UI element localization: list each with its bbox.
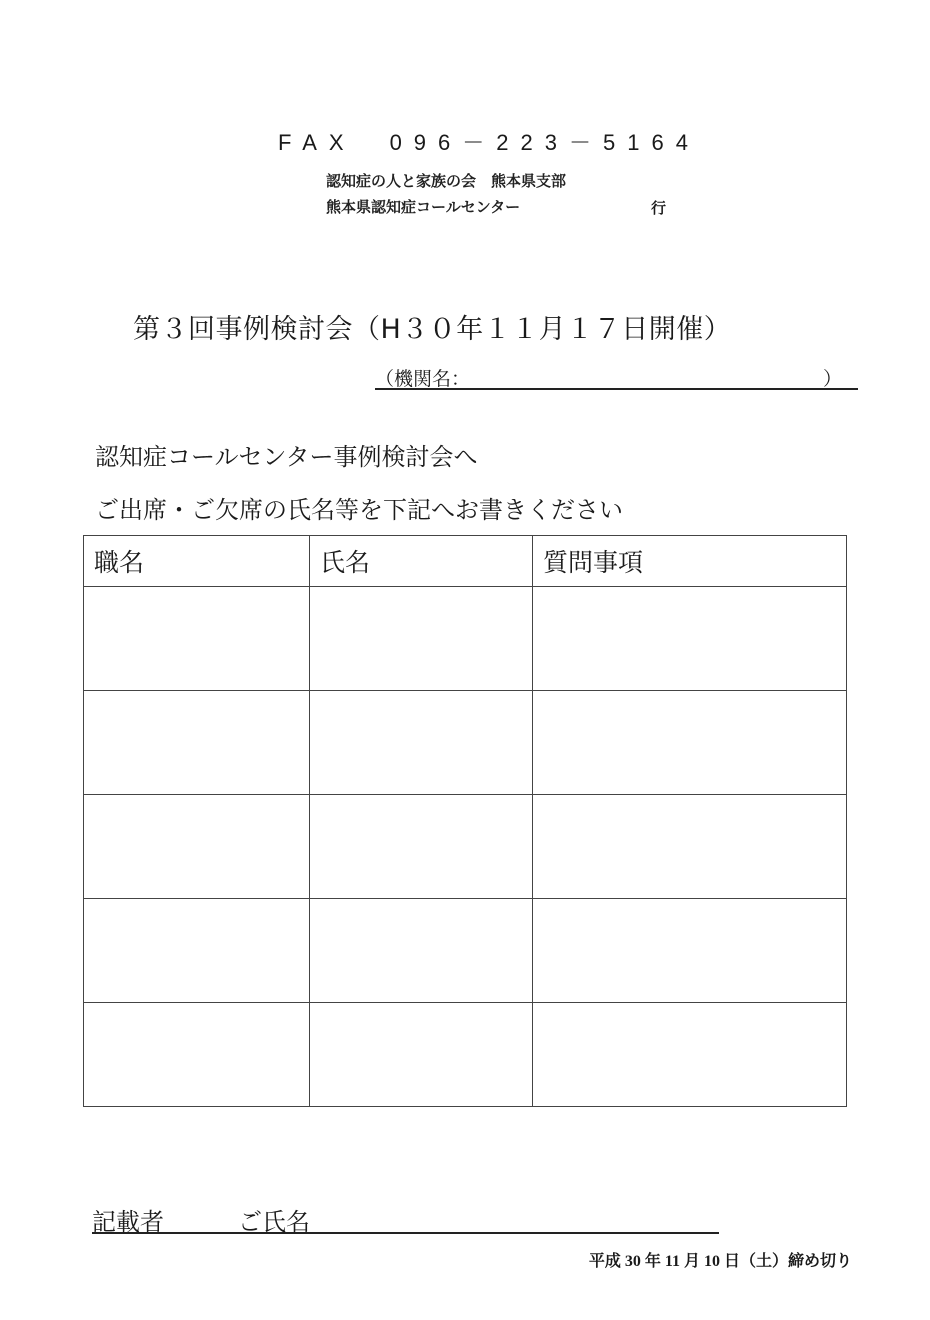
- organization-name-field[interactable]: [375, 364, 858, 390]
- signer-label: 記載者: [92, 1208, 164, 1236]
- recipient-suffix: 行: [651, 199, 667, 217]
- questions-cell[interactable]: [533, 795, 847, 899]
- organization-close-paren: ）: [822, 368, 842, 390]
- table-row: [84, 1003, 847, 1107]
- name-cell[interactable]: [310, 1003, 533, 1107]
- questions-cell[interactable]: [533, 899, 847, 1003]
- table-row: [84, 899, 847, 1003]
- name-cell[interactable]: [310, 587, 533, 691]
- name-cell[interactable]: [310, 795, 533, 899]
- position-cell[interactable]: [84, 587, 310, 691]
- column-header-name: 氏名: [310, 536, 533, 587]
- name-cell[interactable]: [310, 899, 533, 1003]
- fax-number: FAX 096－223－5164: [278, 130, 700, 155]
- signer-name-field[interactable]: [92, 1202, 719, 1234]
- column-header-position: 職名: [84, 536, 310, 587]
- table-header-row: [84, 536, 847, 587]
- intro-line-1: 認知症コールセンター事例検討会へ: [95, 443, 478, 471]
- table-row: [84, 795, 847, 899]
- attendance-table: [83, 535, 847, 1107]
- signer-name-label: ご氏名: [238, 1208, 310, 1236]
- recipient-organization: 認知症の人と家族の会 熊本県支部: [326, 172, 567, 190]
- questions-cell[interactable]: [533, 691, 847, 795]
- table-row: [84, 691, 847, 795]
- deadline-note: 平成 30 年 11 月 10 日（土）締め切り: [588, 1253, 852, 1270]
- position-cell[interactable]: [84, 691, 310, 795]
- position-cell[interactable]: [84, 899, 310, 1003]
- position-cell[interactable]: [84, 1003, 310, 1107]
- intro-line-2: ご出席・ご欠席の氏名等を下記へお書きください: [95, 496, 623, 524]
- questions-cell[interactable]: [533, 1003, 847, 1107]
- questions-cell[interactable]: [533, 587, 847, 691]
- column-header-questions: 質問事項: [533, 536, 847, 587]
- page-title: 第３回事例検討会（H３０年１１月１７日開催）: [133, 314, 732, 345]
- organization-label: （機関名：: [375, 368, 471, 390]
- recipient-center: 熊本県認知症コールセンター: [326, 198, 521, 216]
- position-cell[interactable]: [84, 795, 310, 899]
- table-row: [84, 587, 847, 691]
- name-cell[interactable]: [310, 691, 533, 795]
